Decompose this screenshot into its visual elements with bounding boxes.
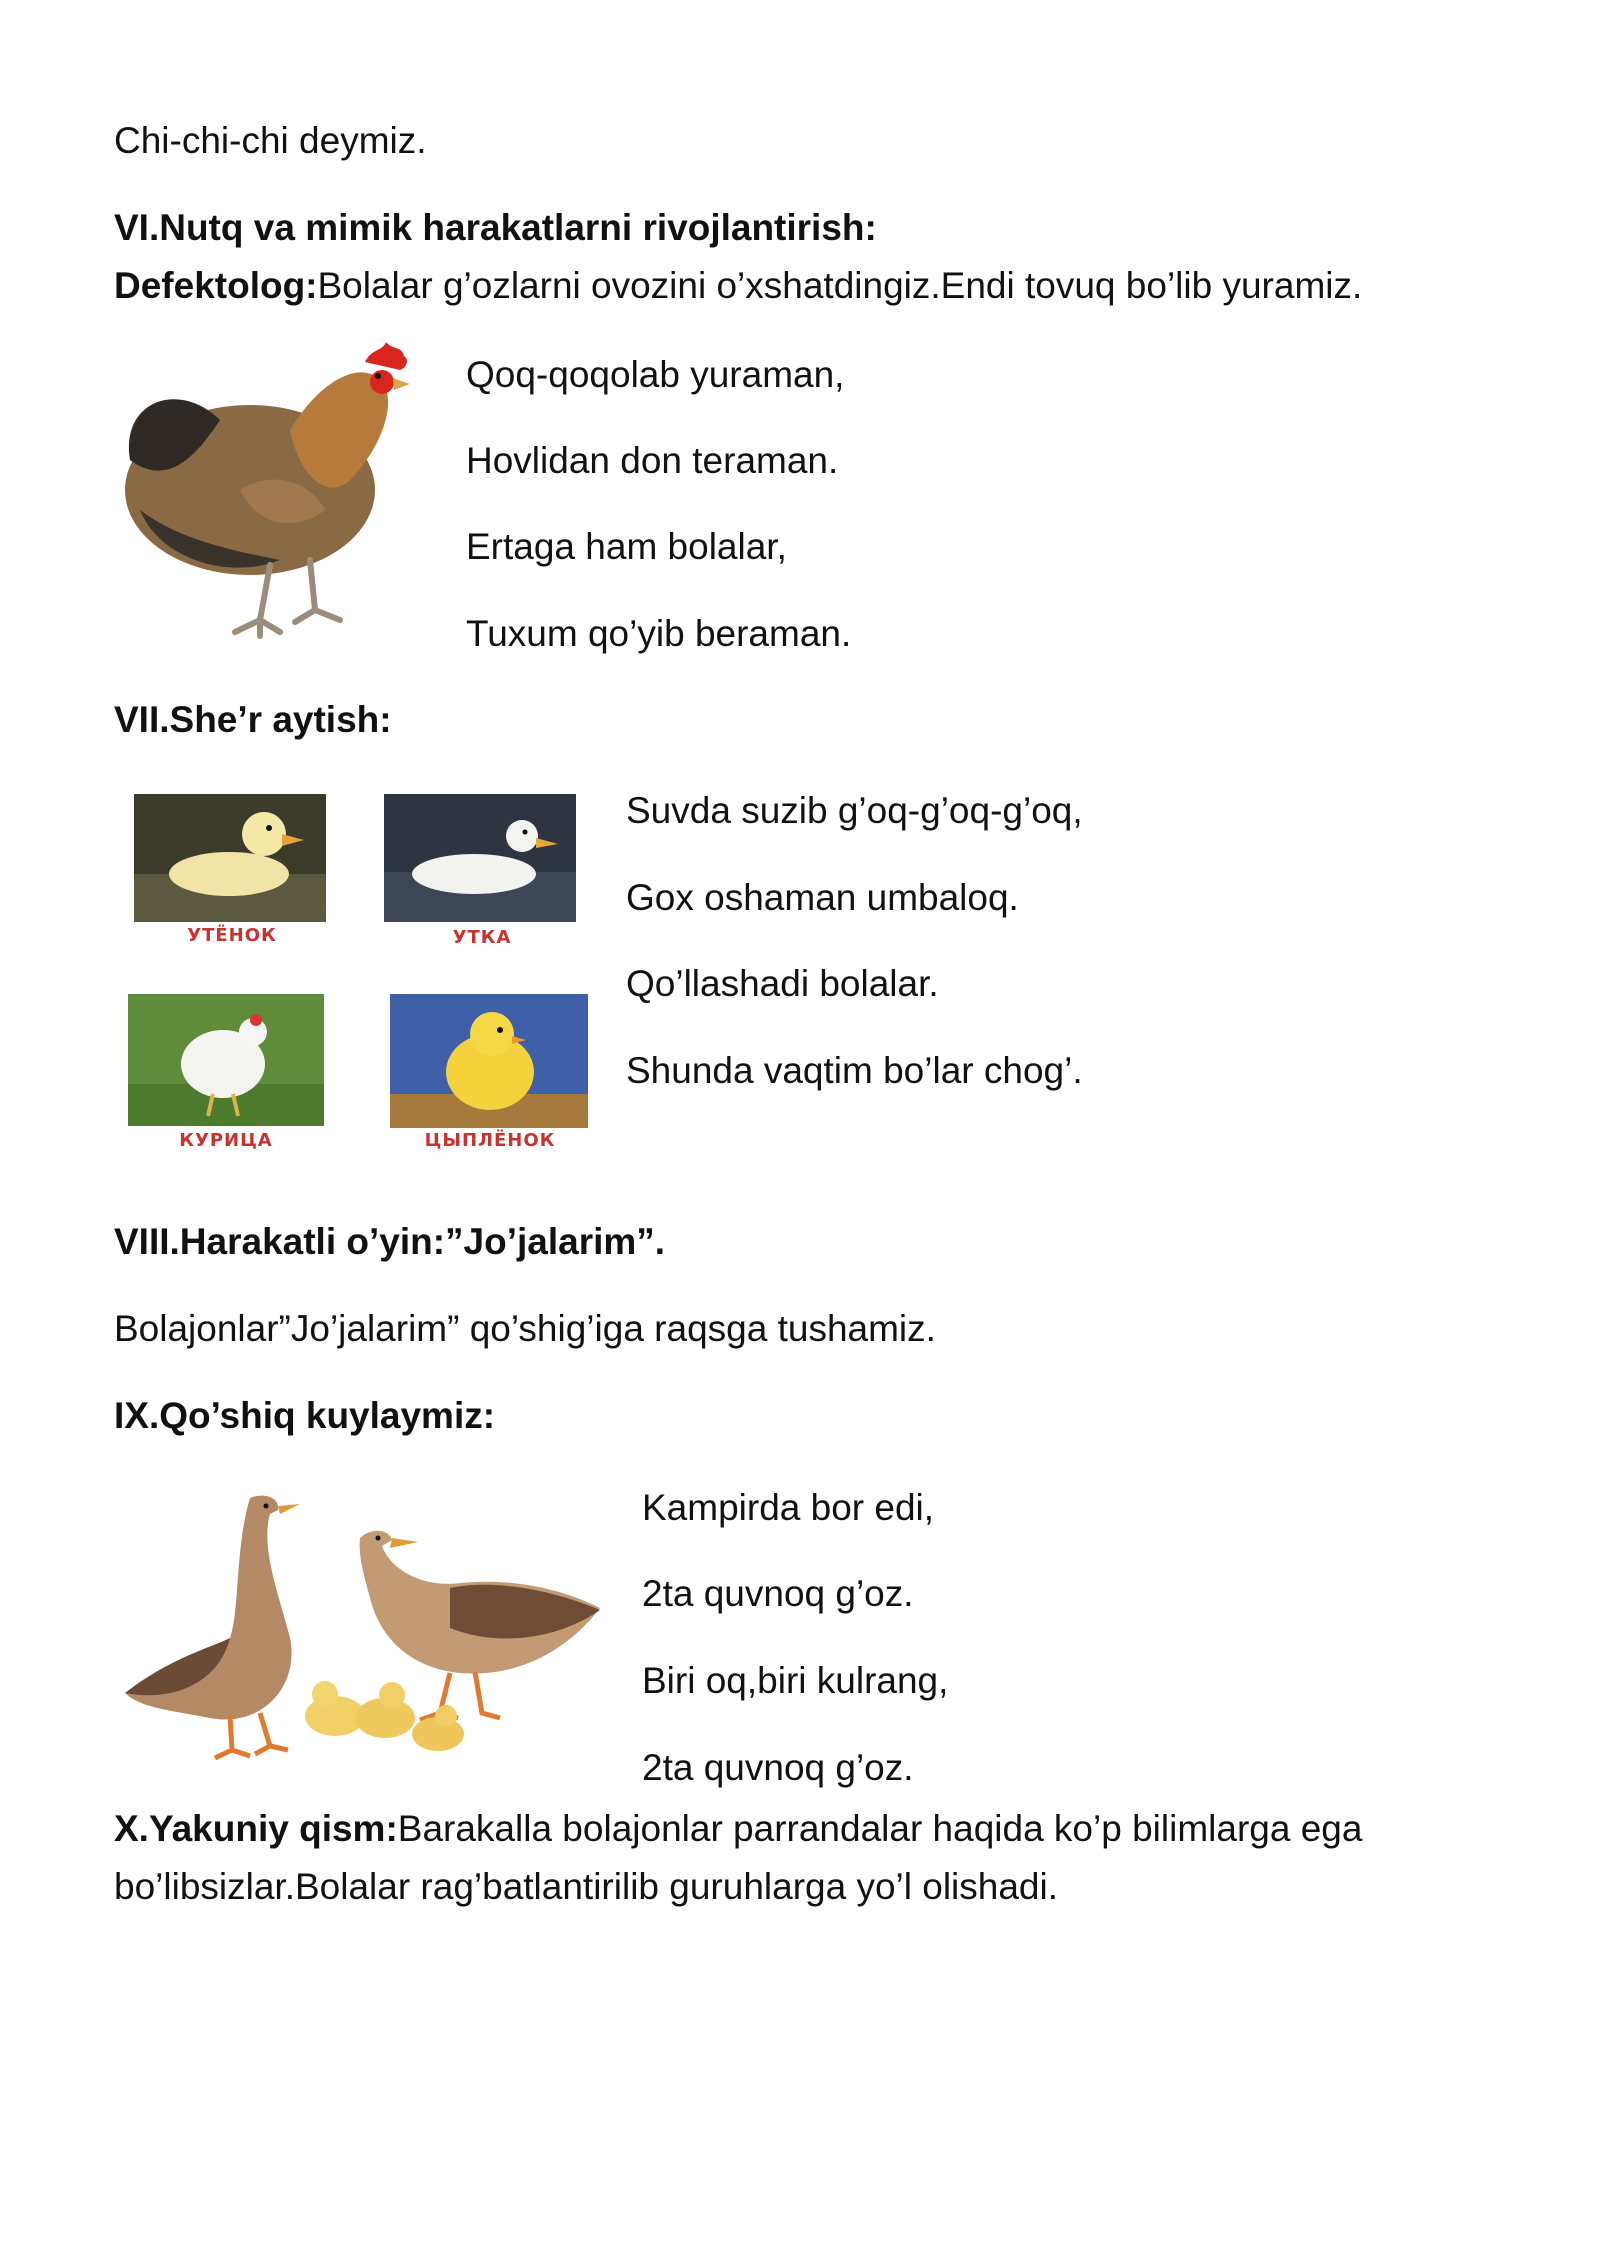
duck-poem-line-1: Suvda suzib g’oq-g’oq-g’oq,: [626, 790, 1083, 831]
hen-illustration: [110, 340, 450, 640]
geese-poem-line-1: Kampirda bor edi,: [642, 1487, 935, 1528]
intro-line: Chi-chi-chi deymiz.: [114, 120, 427, 161]
hen-poem-line-4: Tuxum qo’yib beraman.: [466, 613, 852, 654]
duck-poem-line-3: Qo’llashadi bolalar.: [626, 963, 939, 1004]
white-hen-photo: [128, 994, 324, 1126]
geese-poem-line-2: 2ta quvnoq g’oz.: [642, 1573, 914, 1614]
card-chick: [378, 982, 602, 1154]
card-caption: УТЁНОК: [187, 925, 277, 946]
card-duckling: [122, 782, 342, 952]
duckling-photo: [134, 794, 326, 922]
chick-photo: [390, 994, 588, 1128]
card-caption: КУРИЦА: [179, 1130, 273, 1151]
speaker-label: Defektolog:: [114, 265, 318, 306]
section10-label: X.Yakuniy qism:: [114, 1808, 398, 1849]
section6-text: Bolalar g’ozlarni ovozini o’xshatdingiz.Endi tovuq bo’lib yuramiz.: [317, 265, 1363, 306]
card-hen: [116, 982, 336, 1154]
section6-paragraph: [114, 263, 1362, 309]
duck-poem-line-4: Shunda vaqtim bo’lar chog’.: [626, 1050, 1083, 1091]
section7-heading: VII.She’r aytish:: [114, 699, 392, 740]
section9-heading: IX.Qo’shiq kuylaymiz:: [114, 1395, 496, 1436]
section8-text: Bolajonlar”Jo’jalarim” qo’shig’iga raqsga tushamiz.: [114, 1308, 936, 1349]
duck-poem-line-2: Gox oshaman umbaloq.: [626, 877, 1019, 918]
geese-poem-line-4: 2ta quvnoq g’oz.: [642, 1747, 914, 1788]
section6-heading: VI.Nutq va mimik harakatlarni rivojlantirish:: [114, 207, 877, 248]
card-caption: ЦЫПЛЁНОК: [424, 1130, 556, 1151]
geese-poem-line-3: Biri oq,biri kulrang,: [642, 1660, 949, 1701]
section8-heading: VIII.Harakatli o’yin:”Jo’jalarim”.: [114, 1221, 666, 1262]
card-duck: [372, 782, 592, 952]
hen-poem-line-2: Hovlidan don teraman.: [466, 440, 839, 481]
section10-text-1: Barakalla bolajonlar parrandalar haqida ko’p bilimlarga ega: [397, 1808, 1363, 1849]
hen-poem-line-3: Ertaga ham bolalar,: [466, 526, 787, 567]
card-caption: УТКА: [452, 927, 512, 948]
duck-photo: [384, 794, 576, 922]
geese-illustration: [120, 1488, 620, 1788]
section10-paragraph-line2: bo’libsizlar.Bolalar rag’batlantirilib guruhlarga yo’l olishadi.: [114, 1866, 1059, 1907]
hen-poem-line-1: Qoq-qoqolab yuraman,: [466, 354, 845, 395]
section10-paragraph-line1: [114, 1806, 1362, 1852]
